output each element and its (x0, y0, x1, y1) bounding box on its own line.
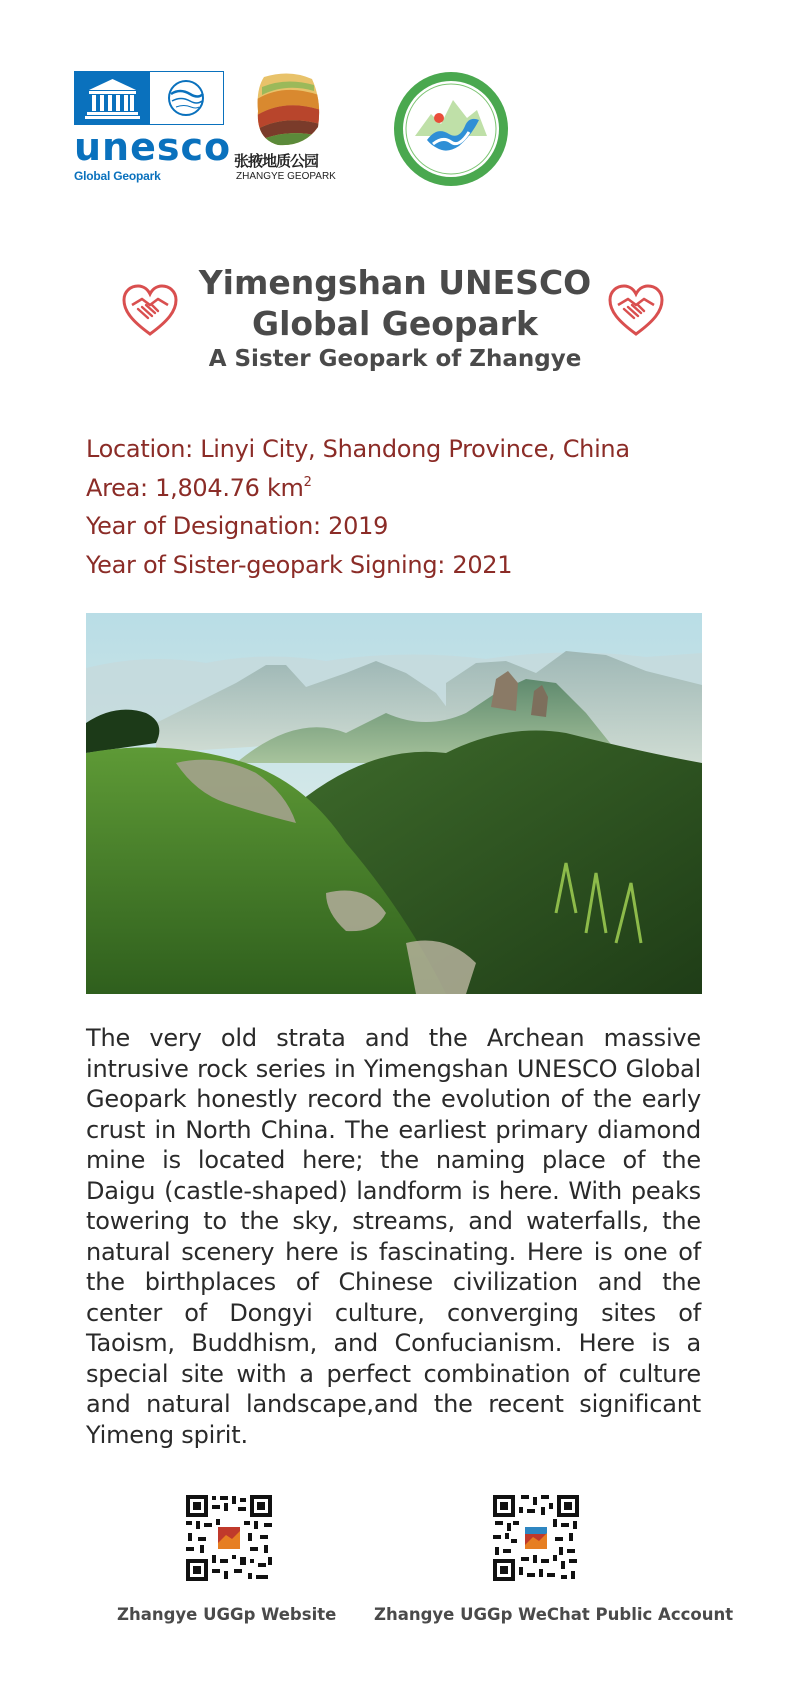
mountain-landscape-photo (86, 613, 702, 994)
wechat-qr-label: Zhangye UGGp WeChat Public Account (374, 1605, 734, 1624)
area-superscript: 2 (303, 474, 312, 490)
handshake-heart-icon (606, 281, 666, 341)
page-title (190, 262, 600, 344)
handshake-heart-icon (120, 281, 180, 341)
zhangye-landform-icon (234, 71, 346, 149)
unesco-global-geopark-logo (74, 71, 232, 186)
website-qr-label: Zhangye UGGp Website (117, 1605, 337, 1624)
unesco-emblem-box (74, 71, 224, 125)
geopark-globe-icon (150, 72, 223, 124)
zhangye-geopark-logo (234, 71, 346, 186)
sister-signing-line: Year of Sister-geopark Signing: 2021 (86, 550, 513, 579)
page-subtitle: A Sister Geopark of Zhangye (208, 346, 582, 372)
designation-line: Year of Designation: 2019 (86, 512, 389, 540)
zhangye-english-name: ZHANGYE GEOPARK (236, 171, 336, 182)
location-line: Location: Linyi City, Shandong Province, China (86, 435, 630, 463)
zhangye-chinese-name: 张掖地质公园 (234, 152, 319, 170)
unesco-wordmark: unesco (74, 125, 232, 169)
global-geopark-label: Global Geopark (74, 169, 161, 183)
temple-icon (75, 72, 150, 124)
qr-code-icon[interactable] (491, 1493, 581, 1583)
title-line-1: Yimengshan UNESCO (198, 263, 592, 302)
geopark-description: The very old strata and the Archean massive intrusive rock series in Yimengshan UNESCO Global Geopark honestly record the evolution of the early crust in North China. The earliest primary diamond mine is located here; the naming place of the Daigu (castle-shaped) landform is here. With peaks towering to the sky, streams, and waterfalls, the natural scenery here is fascinating. Here is one of the birthplaces of Chinese civilization and the center of Dongyi culture, converging sites of Taoism, Buddhism, and Confucianism. Here is a special site with a perfect combination of culture and natural landscape,and the recent significant Yimeng spirit. (86, 1024, 701, 1449)
qr-code-icon[interactable] (184, 1493, 274, 1583)
title-line-2: Global Geopark (251, 304, 538, 343)
area-value: Area: 1,804.76 km (86, 473, 304, 502)
area-line (86, 469, 726, 508)
yimengshan-geopark-emblem (391, 70, 511, 188)
geopark-facts (86, 430, 726, 584)
